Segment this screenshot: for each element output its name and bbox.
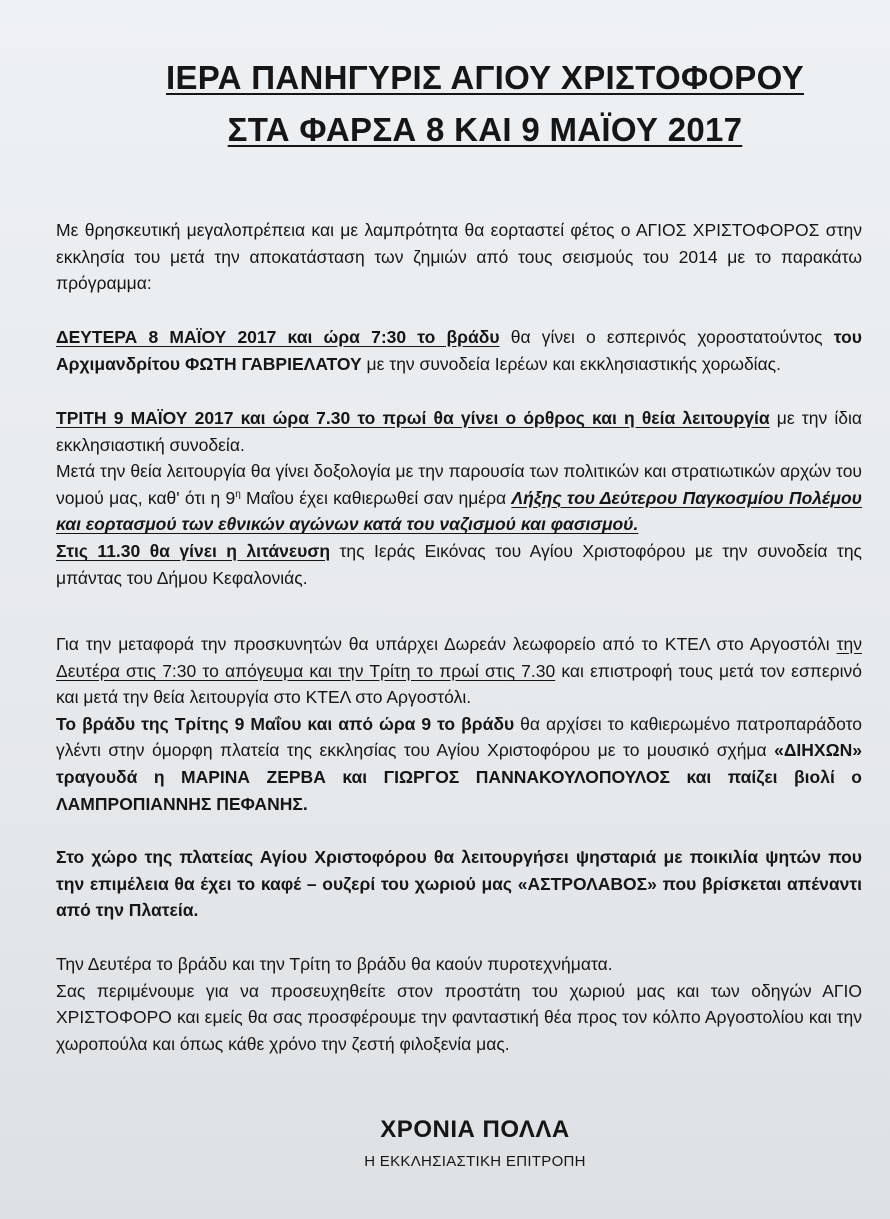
closing-paragraph: [56, 951, 862, 1057]
tuesday-paragraph: [56, 405, 862, 591]
bus-times: την Δευτέρα στις 7:30 το απόγευμα και την Τρίτη το πρωί στις 7.30: [56, 634, 862, 681]
monday-celebrant: του Αρχιμανδρίτου ΦΩΤΗ ΓΑΒΡΙΕΛΑΤΟΥ: [56, 327, 862, 374]
monday-date-time: ΔΕΥΤΕΡΑ 8 ΜΑΪΟΥ 2017 και ώρα 7:30 το βράδυ: [56, 327, 500, 347]
greeting: ΧΡΟΝΙΑ ΠΟΛΛΑ: [380, 1116, 570, 1143]
monday-text: θα γίνει ο εσπερινός χοροστατούντος: [499, 327, 834, 347]
procession-time: Στις 11.30 θα γίνει η λιτάνευση: [56, 540, 331, 561]
signature: Η ΕΚΚΛΗΣΙΑΣΤΙΚΗ ΕΠΙΤΡΟΠΗ: [364, 1153, 586, 1170]
grill-paragraph: [56, 844, 862, 924]
transport-text: Για την μεταφορά την προσκυνητών θα υπάρχει Δωρεάν λεωφορείο από το ΚΤΕΛ στο Αργοστόλι: [56, 634, 837, 654]
tuesday-headline: ΤΡΙΤΗ 9 ΜΑΪΟΥ 2017 και ώρα 7.30 το πρωί θα γίνει ο όρθρος και η θεία λειτουργία: [56, 408, 770, 428]
monday-paragraph: [56, 324, 862, 377]
transport-return-text: και επιστροφή τους μετά τον εσπερινό και μετά την θεία λειτουργία στο ΚΤΕΛ στο Αργοστόλι.: [56, 660, 862, 708]
intro-paragraph: [56, 217, 862, 297]
fireworks-text: Την Δευτέρα το βράδυ και την Τρίτη το βράδυ θα καούν πυροτεχνήματα.: [56, 954, 613, 974]
party-time: Το βράδυ της Τρίτης 9 Μαΐου και από ώρα 9 το βράδυ: [56, 713, 515, 734]
band-lineup: «ΔΙΗΧΩΝ» τραγουδά η ΜΑΡΙΝΑ ΖΕΡΒΑ και ΓΙΩΡΓΟΣ ΠΑΝΝΑΚΟΥΛΟΠΟΥΛΟΣ και παίζει βιολί ο ΛΑΜΠΡΟΠΙΑΝΝΗΣ ΠΕΦΑΝΗΣ.: [56, 740, 862, 814]
title-line-2: ΣΤΑ ΦΑΡΣΑ 8 ΚΑΙ 9 ΜΑΪΟΥ 2017: [227, 111, 743, 148]
procession-text: της Ιεράς Εικόνας του Αγίου Χριστοφόρου με την συνοδεία της μπάντας του Δήμου Κεφαλονιάς.: [56, 540, 862, 588]
party-text: θα αρχίσει το καθιερωμένο πατροπαράδοτο γλέντι στην όμορφη πλατεία της εκκλησίας του Αγίου Χριστοφόρου με το μουσικό σχήμα: [56, 713, 862, 761]
doxology-text-2: Μαΐου έχει καθιερωθεί σαν ημέρα: [240, 487, 512, 508]
doxology-text: Μετά την θεία λειτουργία θα γίνει δοξολογία με την παρουσία των πολιτικών και στρατιωτικών αρχών του νομού μας, καθ' ότι η 9: [56, 461, 862, 508]
grill-text: Στο χώρο της πλατείας Αγίου Χριστοφόρου θα λειτουργήσει ψησταριά με ποικιλία ψητών που την επιμέλεια θα έχει το καφέ – ουζερί του χωριού μας «ΑΣΤΡΟΛΑΒΟΣ» που βρίσκεται απέναντι από την Πλατεία.: [56, 847, 862, 921]
ordinal-superscript: η: [235, 488, 241, 500]
title-line-1: ΙΕΡΑ ΠΑΝΗΓΥΡΙΣ ΑΓΙΟΥ ΧΡΙΣΤΟΦΟΡΟΥ: [166, 59, 804, 96]
transport-paragraph: [56, 631, 862, 817]
monday-text-end: με την συνοδεία Ιερέων και εκκλησιαστικής χορωδίας.: [361, 353, 781, 374]
tuesday-text: με την ίδια εκκλησιαστική συνοδεία.: [56, 408, 862, 455]
intro-text: Με θρησκευτική μεγαλοπρέπεια και με λαμπρότητα θα εορταστεί φέτος ο ΑΓΙΟΣ ΧΡΙΣΤΟΦΟΡΟΣ στην εκκλησία του μετά την αποκατάσταση των ζημιών από τους σεισμούς του 2014 με το παρακάτω πρόγραμμα:: [56, 220, 862, 294]
page-title: [40, 56, 890, 100]
page-subtitle: [40, 108, 890, 152]
ww2-commemoration: Λήξης του Δεύτερου Παγκοσμίου Πολέμου και εορτασμού των εθνικών αγώνων κατά του ναζισμού και φασισμού.: [56, 487, 862, 535]
invitation-text: Σας περιμένουμε για να προσευχηθείτε στον προστάτη του χωριού μας και των οδηγών ΑΓΙΟ ΧΡΙΣΤΟΦΟΡΟ και εμείς θα σας προσφέρουμε την φανταστική θέα προς τον κόλπο Αργοστολίου και την χωροπούλα και όπως κάθε χρόνο την ζεστή φιλοξενία μας.: [56, 980, 862, 1054]
